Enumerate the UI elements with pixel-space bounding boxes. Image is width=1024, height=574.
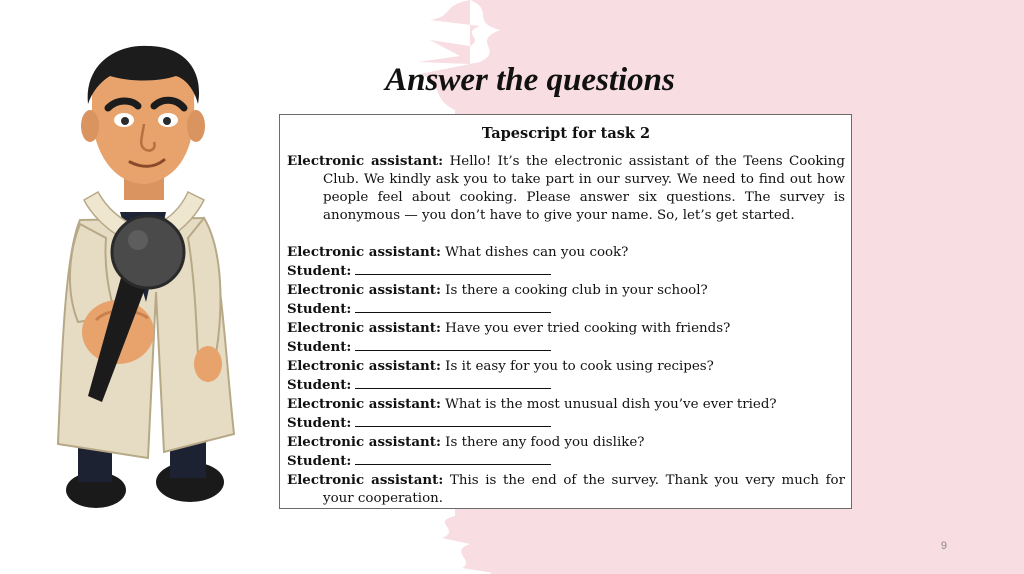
- student-answer-line: [287, 414, 845, 433]
- answer-blank: [355, 414, 551, 427]
- tapescript-box: [279, 114, 852, 509]
- dialogue-list: [287, 243, 845, 471]
- answer-blank: [355, 262, 551, 275]
- speaker-label: Electronic assistant:: [287, 358, 441, 374]
- answer-blank: [355, 338, 551, 351]
- spacer: [287, 225, 845, 243]
- intro-text: Hello! It’s the electronic assistant of the Teens Cooking Club. We kindly ask you to take part in our survey. We need to find out how people feel about cooking. Please answer six questions. The survey is anonymous — you don’t have to give your name. So, let’s get started.: [323, 154, 846, 223]
- reporter-illustration: [38, 42, 268, 532]
- tapescript-title: Tapescript for task 2: [481, 125, 651, 142]
- student-answer-line: [287, 262, 845, 281]
- speaker-label: Electronic assistant:: [287, 472, 444, 488]
- closing-line: [287, 471, 845, 508]
- student-label: Student:: [287, 301, 352, 317]
- answer-blank: [355, 300, 551, 313]
- speaker-label: Electronic assistant:: [287, 282, 441, 298]
- question-line: [287, 395, 845, 414]
- answer-blank: [355, 452, 551, 465]
- question-text: Is there a cooking club in your school?: [445, 283, 708, 298]
- speaker-label: Electronic assistant:: [287, 396, 441, 412]
- student-label: Student:: [287, 415, 352, 431]
- intro-line: [287, 152, 845, 225]
- speaker-label: Electronic assistant:: [287, 320, 441, 336]
- student-answer-line: [287, 376, 845, 395]
- question-line: [287, 243, 845, 262]
- question-text: Is it easy for you to cook using recipes?: [445, 359, 714, 374]
- question-text: Have you ever tried cooking with friends?: [445, 321, 731, 336]
- question-text: Is there any food you dislike?: [445, 435, 645, 450]
- student-label: Student:: [287, 263, 352, 279]
- question-text: What is the most unusual dish you’ve ever tried?: [445, 397, 777, 412]
- student-label: Student:: [287, 339, 352, 355]
- speaker-label: Electronic assistant:: [287, 153, 444, 169]
- answer-blank: [355, 376, 551, 389]
- student-label: Student:: [287, 377, 352, 393]
- question-line: [287, 357, 845, 376]
- student-answer-line: [287, 452, 845, 471]
- student-label: Student:: [287, 453, 352, 469]
- student-answer-line: [287, 300, 845, 319]
- slide-title: Answer the questions: [385, 62, 675, 98]
- question-text: What dishes can you cook?: [445, 245, 629, 260]
- closing-text: This is the end of the survey. Thank you very much for your cooperation.: [323, 473, 845, 506]
- page-number: 9: [940, 540, 947, 552]
- question-line: [287, 319, 845, 338]
- question-line: [287, 433, 845, 452]
- question-line: [287, 281, 845, 300]
- student-answer-line: [287, 338, 845, 357]
- speaker-label: Electronic assistant:: [287, 244, 441, 260]
- speaker-label: Electronic assistant:: [287, 434, 441, 450]
